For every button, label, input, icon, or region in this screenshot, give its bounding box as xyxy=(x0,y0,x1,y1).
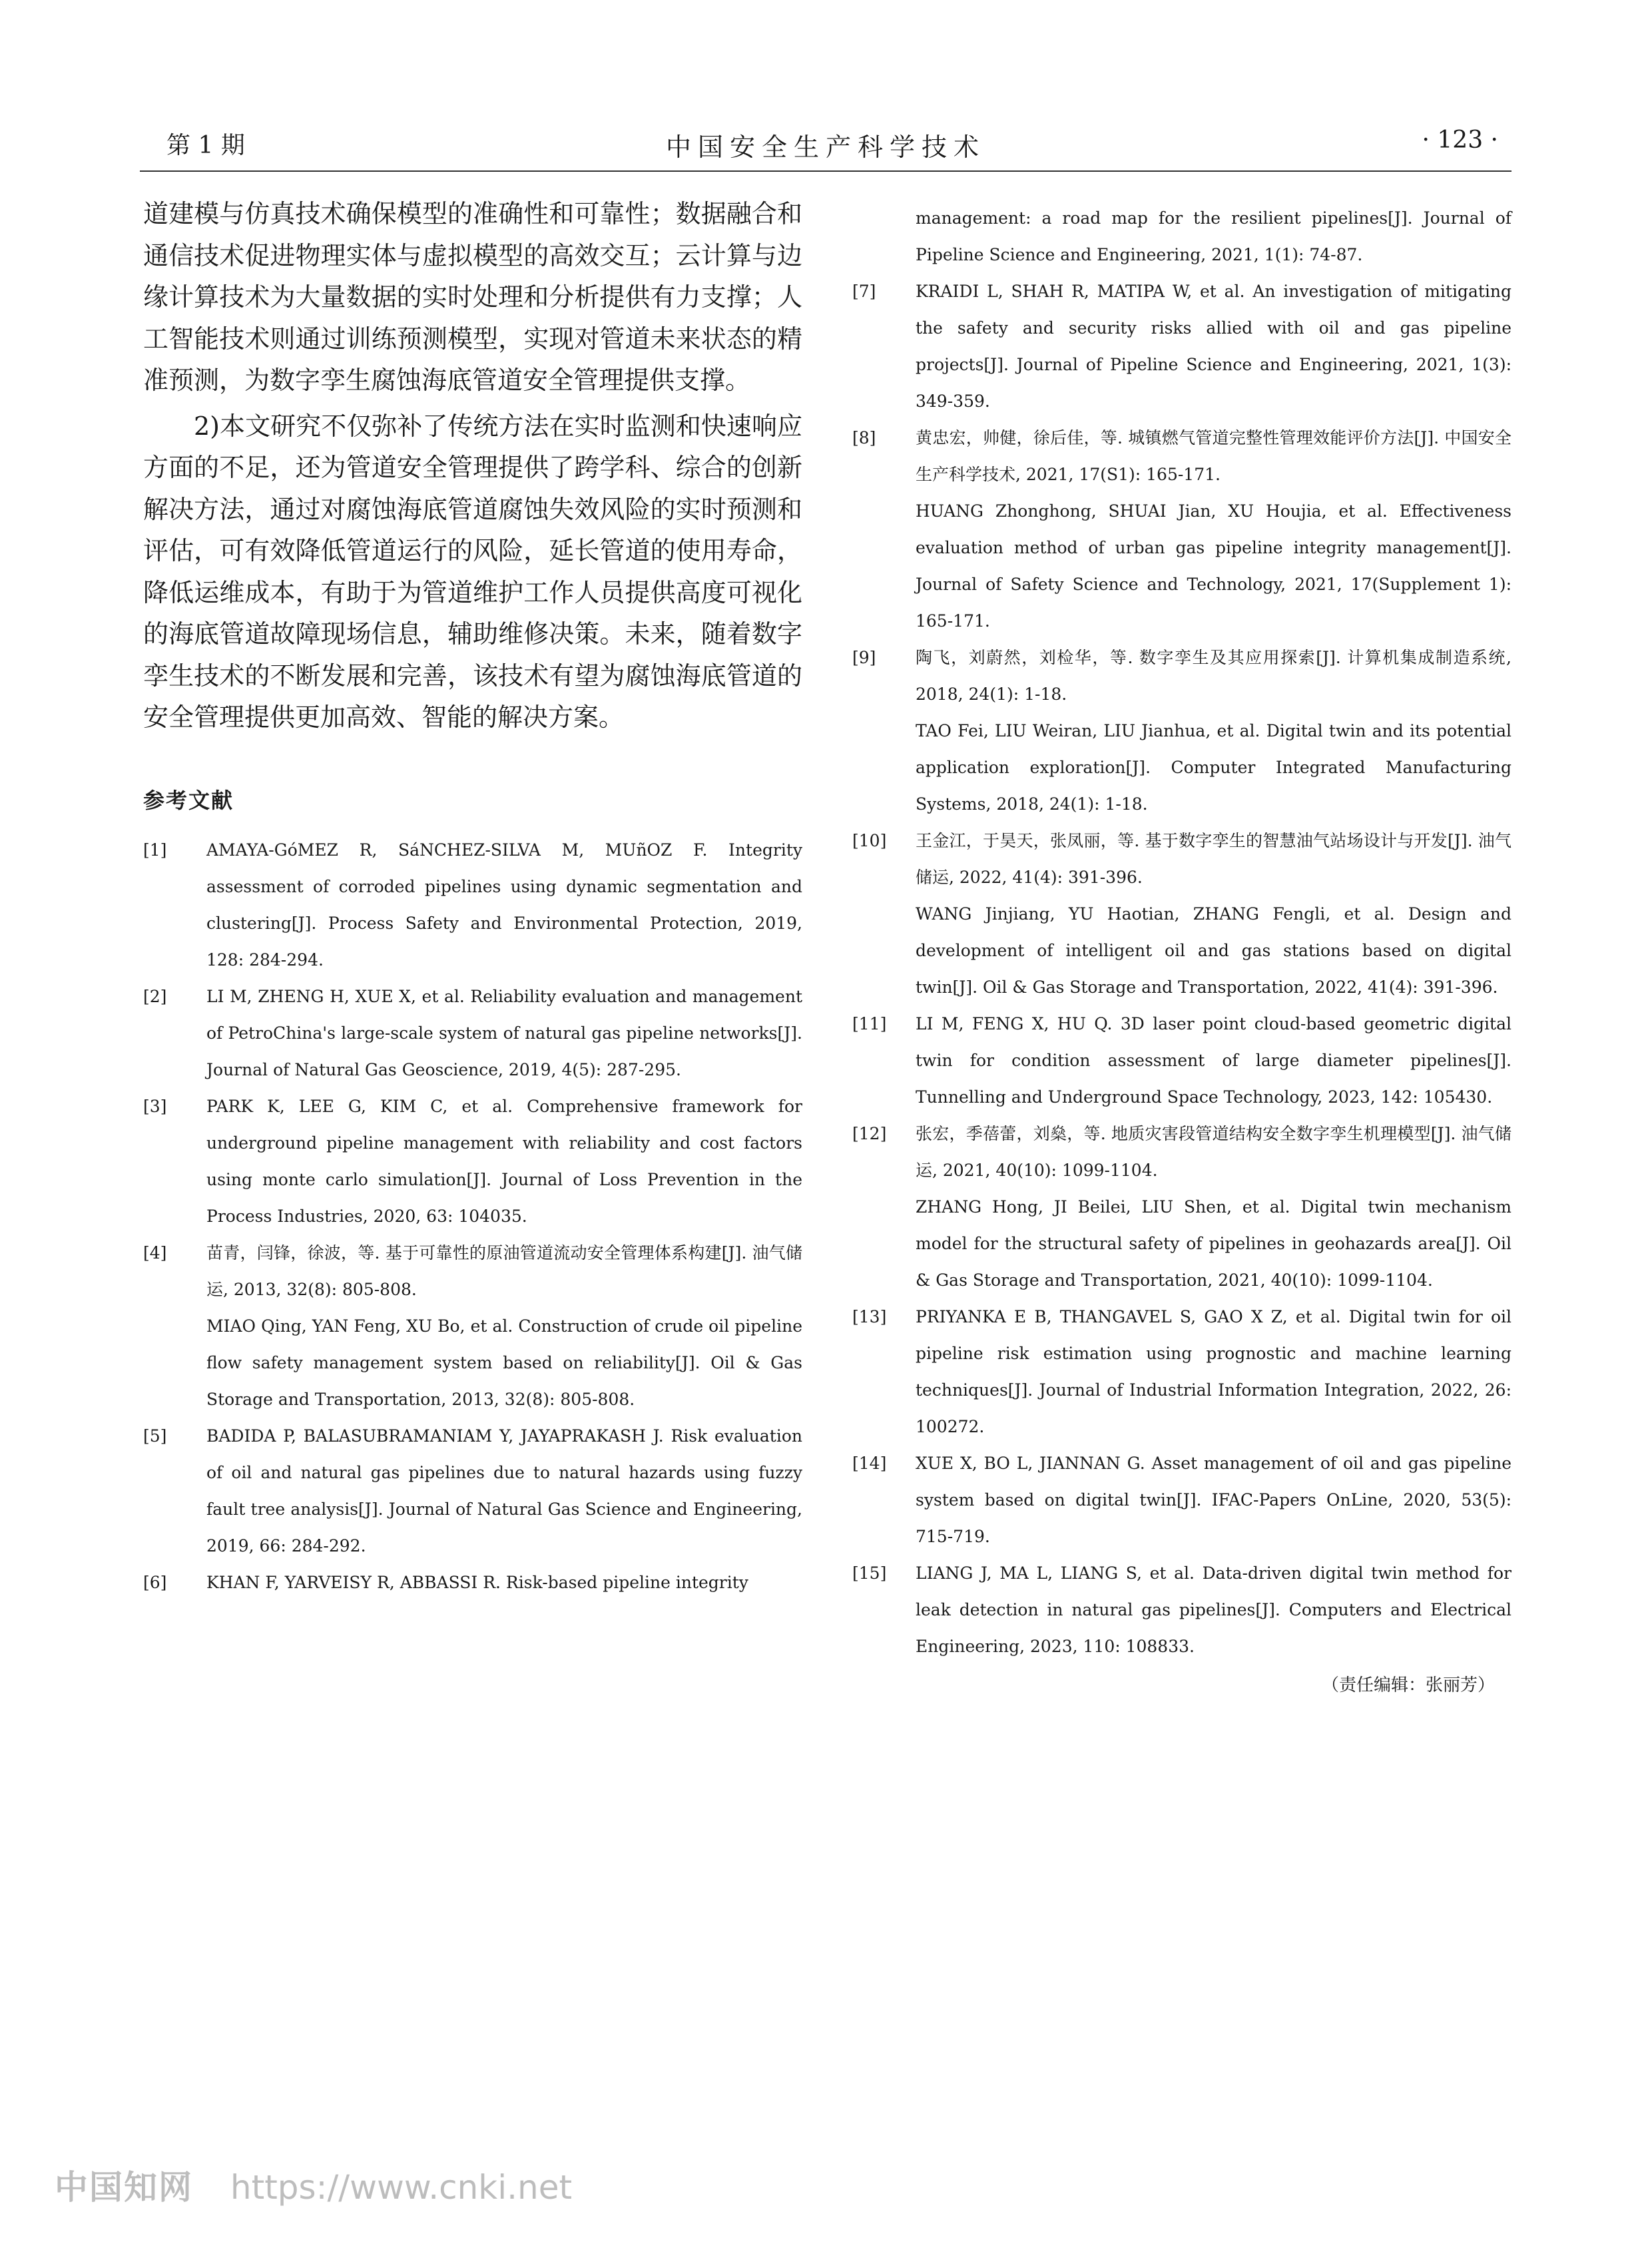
reference-item xyxy=(852,822,1512,896)
reference-number: [12] xyxy=(852,1124,887,1143)
left-column xyxy=(143,193,802,1601)
reference-number: [14] xyxy=(852,1454,887,1473)
reference-item xyxy=(852,1445,1512,1555)
reference-item xyxy=(852,1555,1512,1665)
reference-item xyxy=(852,1298,1512,1445)
reference-text: LI M, FENG X, HU Q. 3D laser point cloud-based geometric digital twin for condition assessment of large diameter pipelines[J]. Tunnelling and Underground Space Technology, 2023, 142: 105430. xyxy=(916,1014,1512,1107)
reference-item xyxy=(852,1005,1512,1115)
reference-item xyxy=(852,1115,1512,1189)
reference-item xyxy=(852,420,1512,493)
reference-english-translation: MIAO Qing, YAN Feng, XU Bo, et al. Construction of crude oil pipeline flow safety management system based on reliability[J]. Oil & Gas Storage and Transportation, 2013, 32(8): 805-808. xyxy=(206,1316,802,1409)
reference-item xyxy=(852,273,1512,420)
body-paragraph-2: 2)本文研究不仅弥补了传统方法在实时监测和快速响应方面的不足，还为管道安全管理提供了跨学科、综合的创新解决方法，通过对腐蚀海底管道腐蚀失效风险的实时预测和评估，可有效降低管道运行的风险，延长管道的使用寿命，降低运维成本，有助于为管道维护工作人员提供高度可视化的海底管道故障现场信息，辅助维修决策。未来，随着数字孪生技术的不断发展和完善，该技术有望为腐蚀海底管道的安全管理提供更加高效、智能的解决方案。 xyxy=(143,411,802,732)
reference-text: 黄忠宏，帅健，徐后佳，等. 城镇燃气管道完整性管理效能评价方法[J]. 中国安全生产科学技术, 2021, 17(S1): 165-171. xyxy=(916,428,1512,484)
reference-item xyxy=(143,1088,802,1235)
reference-text: AMAYA-GóMEZ R, SáNCHEZ-SILVA M, MUñOZ F. Integrity assessment of corroded pipelines using dynamic segmentation and clustering[J]. Process Safety and Environmental Protection, 2019, 128: 284-294. xyxy=(206,840,802,970)
reference-number: [8] xyxy=(852,428,876,447)
reference-number: [10] xyxy=(852,831,887,850)
reference-text: 王金江，于昊天，张凤丽，等. 基于数字孪生的智慧油气站场设计与开发[J]. 油气储运, 2022, 41(4): 391-396. xyxy=(916,831,1512,887)
reference-english-translation: TAO Fei, LIU Weiran, LIU Jianhua, et al. Digital twin and its potential application exploration[J]. Computer Integrated Manufacturing Systems, 2018, 24(1): 1-18. xyxy=(916,721,1512,814)
cnki-logo-text: 中国知网 xyxy=(55,2168,193,2207)
reference-continuation: management: a road map for the resilient pipelines[J]. Journal of Pipeline Science and Engineering, 2021, 1(1): 74-87. xyxy=(916,208,1512,264)
issue-number: 第 1 期 xyxy=(166,132,245,159)
reference-number: [1] xyxy=(143,840,167,860)
reference-number: [7] xyxy=(852,282,876,301)
cnki-watermark xyxy=(55,2161,572,2209)
reference-text: 陶飞，刘蔚然，刘检华，等. 数字孪生及其应用探索[J]. 计算机集成制造系统, 2018, 24(1): 1-18. xyxy=(916,648,1512,704)
reference-number: [11] xyxy=(852,1014,887,1033)
reference-english-translation: WANG Jinjiang, YU Haotian, ZHANG Fengli, et al. Design and development of intelligent oil and gas stations based on digital twin[J]. Oil & Gas Storage and Transportation, 2022, 41(4): 391-396. xyxy=(916,904,1512,997)
reference-number: [15] xyxy=(852,1563,887,1583)
reference-item xyxy=(143,1564,802,1601)
reference-number: [4] xyxy=(143,1243,167,1262)
reference-item xyxy=(143,1418,802,1564)
reference-item xyxy=(143,978,802,1088)
reference-english-translation: HUANG Zhonghong, SHUAI Jian, XU Houjia, et al. Effectiveness evaluation method of urban gas pipeline integrity management[J]. Journal of Safety Science and Technology, 2021, 17(Supplement 1): 165-171. xyxy=(916,501,1512,631)
reference-english-translation: ZHANG Hong, JI Beilei, LIU Shen, et al. Digital twin mechanism model for the structural safety of pipelines in geohazards area[J]. Oil & Gas Storage and Transportation, 2021, 40(10): 1099-1104. xyxy=(916,1197,1512,1290)
reference-number: [13] xyxy=(852,1307,887,1326)
reference-item xyxy=(852,639,1512,712)
reference-number: [3] xyxy=(143,1096,167,1116)
body-paragraph-1: 道建模与仿真技术确保模型的准确性和可靠性；数据融合和通信技术促进物理实体与虚拟模型的高效交互；云计算与边缘计算技术为大量数据的实时处理和分析提供有力支撑；人工智能技术则通过训练预测模型，实现对管道未来状态的精准预测，为数字孪生腐蚀海底管道安全管理提供支撑。 xyxy=(143,199,802,395)
reference-text: PARK K, LEE G, KIM C, et al. Comprehensive framework for underground pipeline management with reliability and cost factors using monte carlo simulation[J]. Journal of Loss Prevention in the Process Industries, 2020, 63: 104035. xyxy=(206,1096,802,1226)
reference-item xyxy=(143,1235,802,1308)
reference-item xyxy=(143,832,802,978)
right-column xyxy=(852,200,1512,1696)
header-rule xyxy=(140,170,1512,172)
reference-text: BADIDA P, BALASUBRAMANIAM Y, JAYAPRAKASH J. Risk evaluation of oil and natural gas pipelines due to natural hazards using fuzzy fault tree analysis[J]. Journal of Natural Gas Science and Engineering, 2019, 66: 284-292. xyxy=(206,1426,802,1555)
responsible-editor: （责任编辑：张丽芳） xyxy=(1321,1675,1495,1695)
reference-text: PRIYANKA E B, THANGAVEL S, GAO X Z, et al. Digital twin for oil pipeline risk estimation using prognostic and machine learning techniques[J]. Journal of Industrial Information Integration, 2022, 26: 100272. xyxy=(916,1307,1512,1436)
journal-name: 中国安全生产科学技术 xyxy=(665,133,985,162)
reference-text: LIANG J, MA L, LIANG S, et al. Data-driven digital twin method for leak detection in natural gas pipelines[J]. Computers and Electrical Engineering, 2023, 110: 108833. xyxy=(916,1563,1512,1656)
page-header xyxy=(140,127,1512,166)
references-heading: 参考文献 xyxy=(143,787,234,813)
reference-text: XUE X, BO L, JIANNAN G. Asset management of oil and gas pipeline system based on digital twin[J]. IFAC-Papers OnLine, 2020, 53(5): 715-719. xyxy=(916,1454,1512,1546)
reference-text: KHAN F, YARVEISY R, ABBASSI R. Risk-based pipeline integrity xyxy=(206,1572,748,1592)
reference-number: [5] xyxy=(143,1426,167,1446)
reference-number: [9] xyxy=(852,648,876,667)
cnki-url: https://www.cnki.net xyxy=(230,2168,573,2207)
reference-text: 苗青，闫锋，徐波，等. 基于可靠性的原油管道流动安全管理体系构建[J]. 油气储运, 2013, 32(8): 805-808. xyxy=(206,1243,802,1299)
reference-text: KRAIDI L, SHAH R, MATIPA W, et al. An investigation of mitigating the safety and security risks allied with oil and gas pipeline projects[J]. Journal of Pipeline Science and Engineering, 2021, 1(3): 349-359. xyxy=(916,282,1512,411)
reference-text: LI M, ZHENG H, XUE X, et al. Reliability evaluation and management of PetroChina's large-scale system of natural gas pipeline networks[J]. Journal of Natural Gas Geoscience, 2019, 4(5): 287-295. xyxy=(206,986,802,1079)
reference-number: [2] xyxy=(143,986,167,1006)
reference-number: [6] xyxy=(143,1572,167,1592)
page-number: · 123 · xyxy=(1422,127,1498,154)
reference-text: 张宏，季蓓蕾，刘燊，等. 地质灾害段管道结构安全数字孪生机理模型[J]. 油气储运, 2021, 40(10): 1099-1104. xyxy=(916,1124,1512,1180)
